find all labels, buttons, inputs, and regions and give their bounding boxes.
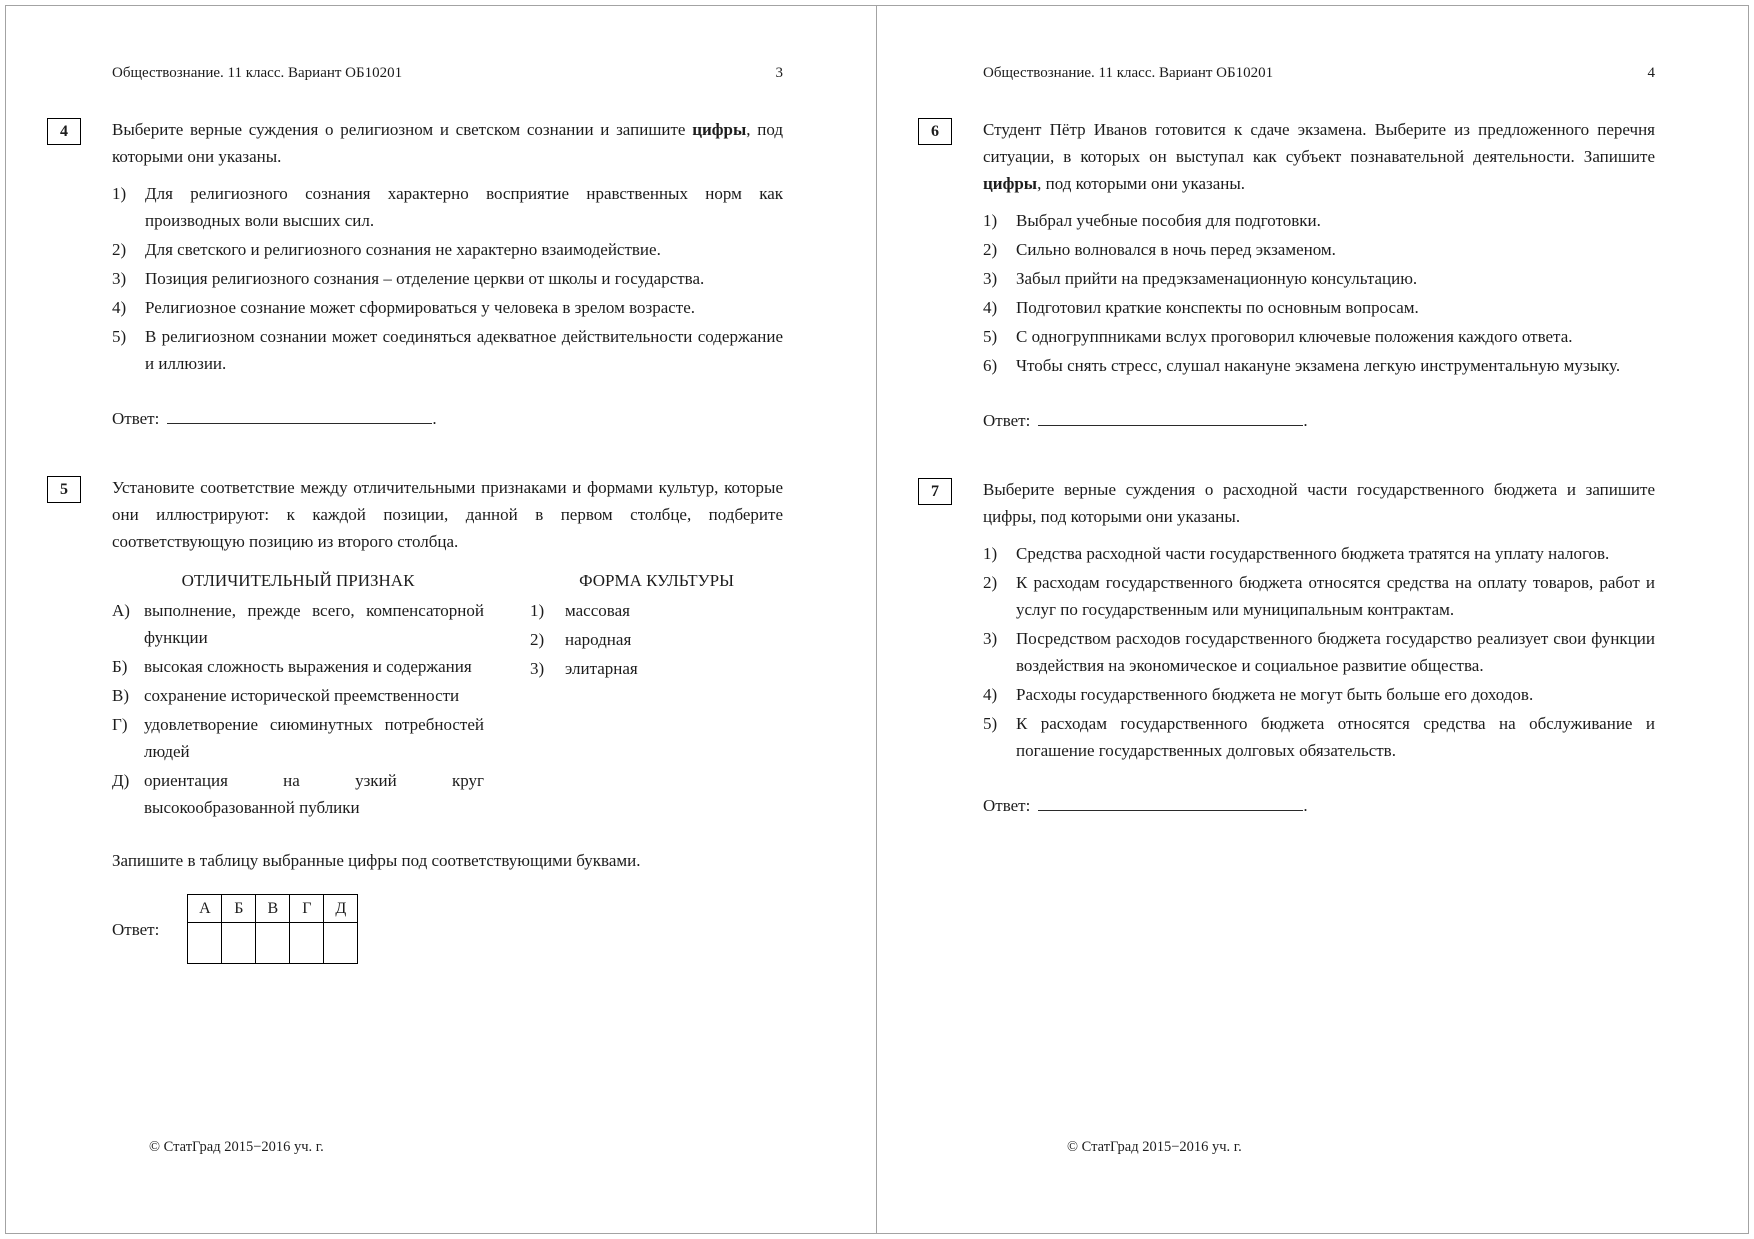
answer-table-block — [112, 894, 783, 964]
item-text: Посредством расходов государственного бюджета государство реализует свои функции воздействия на экономическое и социальное развитие общества. — [1016, 629, 1655, 675]
item-marker: А) — [112, 601, 130, 620]
page-3-content — [6, 6, 876, 964]
item-marker: Б) — [112, 657, 128, 676]
matching-block — [112, 567, 783, 823]
item-text: элитарная — [565, 659, 638, 678]
answer-table — [187, 894, 358, 964]
item-marker: 5) — [112, 327, 127, 346]
question-body — [983, 476, 1655, 819]
item-text: удовлетворение сиюминутных потребностей людей — [144, 715, 484, 761]
item-text: Выбрал учебные пособия для подготовки. — [1016, 211, 1321, 230]
question-number-box: 6 — [918, 118, 952, 145]
page-3 — [6, 6, 877, 1233]
intro-text: , под которыми они указаны. — [1037, 174, 1246, 193]
question-body — [983, 116, 1655, 434]
item-marker: 3) — [983, 629, 998, 648]
list-item — [112, 711, 484, 765]
intro-text: Студент Пётр Иванов готовится к сдаче экзамена. Выберите из предложенного перечня ситуации, в которых он выступал как субъект познавательной деятельности. Запишите — [983, 120, 1655, 166]
page-4 — [877, 6, 1748, 1233]
list-item — [112, 294, 783, 321]
answer-table-header-cell: А — [188, 895, 222, 923]
answer-cell — [188, 923, 222, 964]
intro-text: , под которыми они указаны. — [112, 120, 783, 166]
answer-line — [983, 792, 1655, 819]
list-item — [983, 625, 1655, 679]
answer-cell — [324, 923, 358, 964]
list-item — [112, 767, 484, 821]
item-text: К расходам государственного бюджета относятся средства на оплату товаров, работ и услуг по государственным или муниципальным контрактам. — [1016, 573, 1655, 619]
item-text: Подготовил краткие конспекты по основным вопросам. — [1016, 298, 1419, 317]
item-marker: Д) — [112, 771, 130, 790]
item-marker: 2) — [112, 240, 127, 259]
item-marker: 3) — [112, 269, 127, 288]
item-text: народная — [565, 630, 632, 649]
question-4 — [47, 116, 783, 432]
question-intro — [983, 116, 1655, 197]
list-item — [530, 626, 783, 653]
question-intro — [112, 116, 783, 170]
matching-headers — [112, 567, 783, 594]
answer-label: Ответ: — [983, 411, 1031, 430]
answer-table-header-cell: Г — [290, 895, 324, 923]
question-number-box: 7 — [918, 478, 952, 505]
item-text: Для религиозного сознания характерно восприятие нравственных норм как производных воли высших сил. — [145, 184, 783, 230]
list-item — [112, 597, 484, 651]
page-header — [918, 63, 1655, 83]
matching-right-header: ФОРМА КУЛЬТУРЫ — [579, 571, 734, 590]
item-marker: 3) — [530, 659, 545, 678]
matching-left-column — [112, 597, 484, 823]
page-4-content — [877, 6, 1748, 819]
answer-cell — [222, 923, 256, 964]
answer-label: Ответ: — [983, 796, 1031, 815]
question-intro: Установите соответствие между отличительными признаками и формами культур, которые они иллюстрируют: к каждой позиции, данной в первом столбце, подберите соответствующую позицию из второго столбца. — [112, 478, 783, 551]
header-title: Обществознание. 11 класс. Вариант ОБ10201 — [983, 65, 1274, 81]
page-number: 4 — [1647, 65, 1655, 81]
list-item — [112, 236, 783, 263]
table-note: Запишите в таблицу выбранные цифры под соответствующими буквами. — [112, 851, 641, 870]
answer-blank — [1038, 794, 1303, 811]
document-spread — [5, 5, 1749, 1234]
list-item — [983, 569, 1655, 623]
question-5 — [47, 474, 783, 964]
list-item — [530, 597, 783, 624]
list-item — [112, 180, 783, 234]
question-6 — [918, 116, 1655, 434]
options-list — [983, 207, 1655, 379]
intro-bold-word: цифры — [983, 174, 1038, 193]
list-item — [983, 681, 1655, 708]
answer-line — [983, 407, 1655, 434]
item-text: ориентация на узкий круг высокообразованной публики — [144, 771, 484, 817]
item-marker: 2) — [530, 630, 545, 649]
answer-table-input-row — [188, 923, 358, 964]
item-text: выполнение, прежде всего, компенсаторной функции — [144, 601, 484, 647]
item-marker: 2) — [983, 240, 998, 259]
page-header — [47, 63, 783, 83]
item-marker: 4) — [983, 298, 998, 317]
answer-table-header-cell: В — [256, 895, 290, 923]
item-marker: 1) — [983, 544, 998, 563]
list-item — [983, 207, 1655, 234]
item-text: Расходы государственного бюджета не могут быть больше его доходов. — [1016, 685, 1534, 704]
answer-suffix: . — [1303, 796, 1308, 815]
question-number-box: 4 — [47, 118, 81, 145]
item-marker: Г) — [112, 715, 128, 734]
answer-table-header-row — [188, 895, 358, 923]
item-text: Религиозное сознание может сформироваться у человека в зрелом возрасте. — [145, 298, 696, 317]
answer-suffix: . — [1303, 411, 1308, 430]
item-text: Для светского и религиозного сознания не характерно взаимодействие. — [145, 240, 661, 259]
list-item — [983, 294, 1655, 321]
item-marker: 3) — [983, 269, 998, 288]
item-marker: 1) — [112, 184, 127, 203]
answer-cell — [256, 923, 290, 964]
list-item — [983, 540, 1655, 567]
item-text: Позиция религиозного сознания – отделение церкви от школы и государства. — [145, 269, 705, 288]
list-item — [983, 352, 1655, 379]
item-text: сохранение исторической преемственности — [144, 686, 460, 705]
question-body — [112, 116, 783, 432]
answer-line — [112, 405, 783, 432]
list-item — [983, 323, 1655, 350]
page-number: 3 — [775, 65, 783, 81]
item-marker: 1) — [530, 601, 545, 620]
question-body — [112, 474, 783, 964]
list-item — [112, 682, 484, 709]
intro-bold-word: цифры — [692, 120, 747, 139]
item-text: Чтобы снять стресс, слушал накануне экзамена легкую инструментальную музыку. — [1016, 356, 1621, 375]
answer-table-header-cell: Д — [324, 895, 358, 923]
item-marker: 5) — [983, 714, 998, 733]
answer-blank — [1038, 409, 1303, 426]
question-number-box: 5 — [47, 476, 81, 503]
list-item — [983, 710, 1655, 764]
item-marker: 2) — [983, 573, 998, 592]
matching-left-header: ОТЛИЧИТЕЛЬНЫЙ ПРИЗНАК — [181, 571, 415, 590]
options-list — [112, 180, 783, 377]
item-text: Сильно волновался в ночь перед экзаменом. — [1016, 240, 1336, 259]
item-marker: 4) — [983, 685, 998, 704]
answer-cell — [290, 923, 324, 964]
item-text: К расходам государственного бюджета относятся средства на обслуживание и погашение государственных долговых обязательств. — [1016, 714, 1655, 760]
question-intro: Выберите верные суждения о расходной части государственного бюджета и запишите цифры, под которыми они указаны. — [983, 480, 1655, 526]
item-marker: 6) — [983, 356, 998, 375]
item-text: В религиозном сознании может соединяться адекватное действительности содержание и иллюзии. — [145, 327, 783, 373]
page-footer: © СтатГрад 2015−2016 уч. г. — [1067, 1139, 1242, 1155]
list-item — [530, 655, 783, 682]
item-marker: 5) — [983, 327, 998, 346]
question-7 — [918, 476, 1655, 819]
item-text: массовая — [565, 601, 630, 620]
item-text: высокая сложность выражения и содержания — [144, 657, 472, 676]
answer-blank — [167, 407, 432, 424]
options-list — [983, 540, 1655, 764]
matching-columns — [112, 597, 783, 823]
item-text: Забыл прийти на предэкзаменационную консультацию. — [1016, 269, 1418, 288]
answer-label: Ответ: — [112, 919, 160, 939]
list-item — [112, 653, 484, 680]
answer-suffix: . — [432, 409, 437, 428]
item-text: Средства расходной части государственного бюджета тратятся на уплату налогов. — [1016, 544, 1610, 563]
intro-text: Выберите верные суждения о религиозном и светском сознании и запишите — [112, 120, 693, 139]
list-item — [112, 265, 783, 292]
header-title: Обществознание. 11 класс. Вариант ОБ10201 — [112, 65, 403, 81]
list-item — [983, 236, 1655, 263]
list-item — [983, 265, 1655, 292]
item-marker: 4) — [112, 298, 127, 317]
matching-right-column — [530, 597, 783, 684]
list-item — [112, 323, 783, 377]
item-text: С одногруппниками вслух проговорил ключевые положения каждого ответа. — [1016, 327, 1573, 346]
item-marker: В) — [112, 686, 129, 705]
item-marker: 1) — [983, 211, 998, 230]
answer-table-header-cell: Б — [222, 895, 256, 923]
answer-label: Ответ: — [112, 409, 160, 428]
page-footer: © СтатГрад 2015−2016 уч. г. — [149, 1139, 324, 1155]
